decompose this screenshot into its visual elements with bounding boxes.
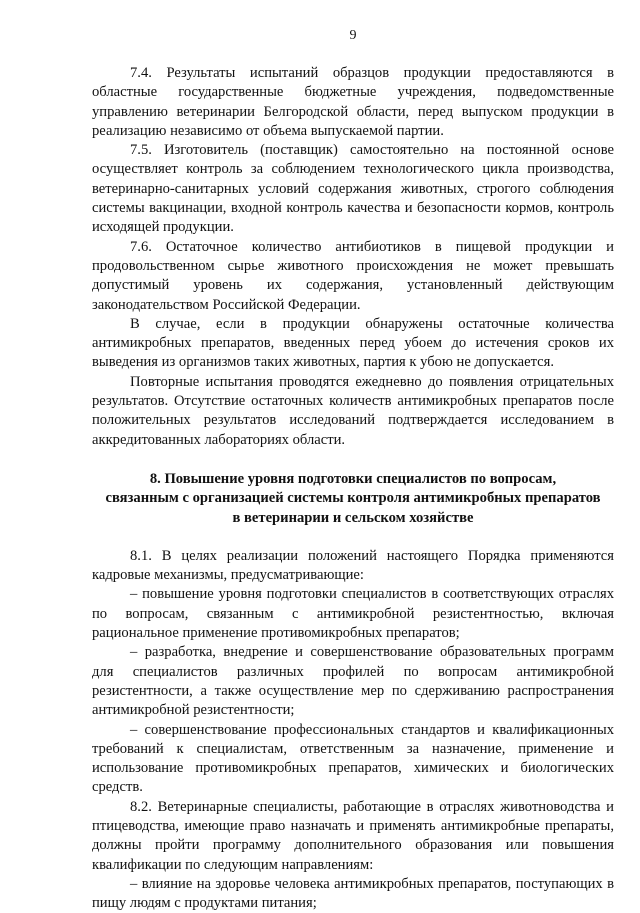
paragraph-7-6: 7.6. Остаточное количество антибиотиков в пищевой продукции и продовольственном сырье животного происхождения не может превышать допустимый уровень их содержания, установленный действующим законодательством Российской Федерации. <box>92 238 614 313</box>
paragraph-repeat-tests: Повторные испытания проводятся ежедневно до появления отрицательных результатов. Отсутствие остаточных количеств антимикробных препаратов после положительных результатов исследований подтверждается исследованием в аккредитованных лабораториях области. <box>92 373 614 448</box>
paragraph-8-2: 8.2. Ветеринарные специалисты, работающие в отраслях животноводства и птицеводства, имеющие право назначать и применять антимикробные препараты, должны пройти программу дополнительного образования или повышения квалификации по следующим направлениям: <box>92 798 614 873</box>
list-item-educational-programs: – разработка, внедрение и совершенствование образовательных программ для специалистов различных профилей по вопросам антимикробной резистентности, а также осуществление мер по сдерживанию распространения антимикробной резистентности; <box>92 644 614 719</box>
paragraph-residual-case: В случае, если в продукции обнаружены остаточные количества антимикробных препаратов, введенных перед убоем до истечения сроков их выведения из организмов таких животных, партия к убою не допускается. <box>92 315 614 371</box>
page-number: 9 <box>349 28 357 43</box>
section-8-heading <box>92 470 614 528</box>
heading-line-2: связанным с организацией системы контроля антимикробных препаратов <box>105 490 601 507</box>
list-item-professional-standards: – совершенствование профессиональных стандартов и квалификационных требований к специалистам, ответственным за назначение, применение и использование противомикробных препаратов, химических и биологических средств. <box>92 721 614 796</box>
list-item-training-level: – повышение уровня подготовки специалистов в соответствующих отраслях по вопросам, связанным с антимикробной резистентностью, включая рациональное применение противомикробных препаратов; <box>92 586 614 642</box>
heading-line-3: в ветеринарии и сельском хозяйстве <box>232 509 474 526</box>
paragraph-7-5: 7.5. Изготовитель (поставщик) самостоятельно на постоянной основе осуществляет контроль за соблюдением технологического цикла производства, ветеринарно-санитарных условий содержания животных, строгого соблюдения системы вакцинации, входной контроль качества и безопасности кормов, контроль исходящей продукции. <box>92 142 614 236</box>
list-item-health-impact: – влияние на здоровье человека антимикробных препаратов, поступающих в пищу людям с продуктами питания; <box>92 875 614 912</box>
document-page <box>92 28 614 913</box>
heading-line-1: 8. Повышение уровня подготовки специалистов по вопросам, <box>149 470 557 487</box>
paragraph-7-4: 7.4. Результаты испытаний образцов продукции предоставляются в областные государственные бюджетные учреждения, подведомственные управлению ветеринарии Белгородской области, перед выпуском продукции в реализацию независимо от объема выпускаемой партии. <box>92 65 614 139</box>
paragraph-8-1: 8.1. В целях реализации положений настоящего Порядка применяются кадровые механизмы, предусматривающие: <box>92 547 614 584</box>
